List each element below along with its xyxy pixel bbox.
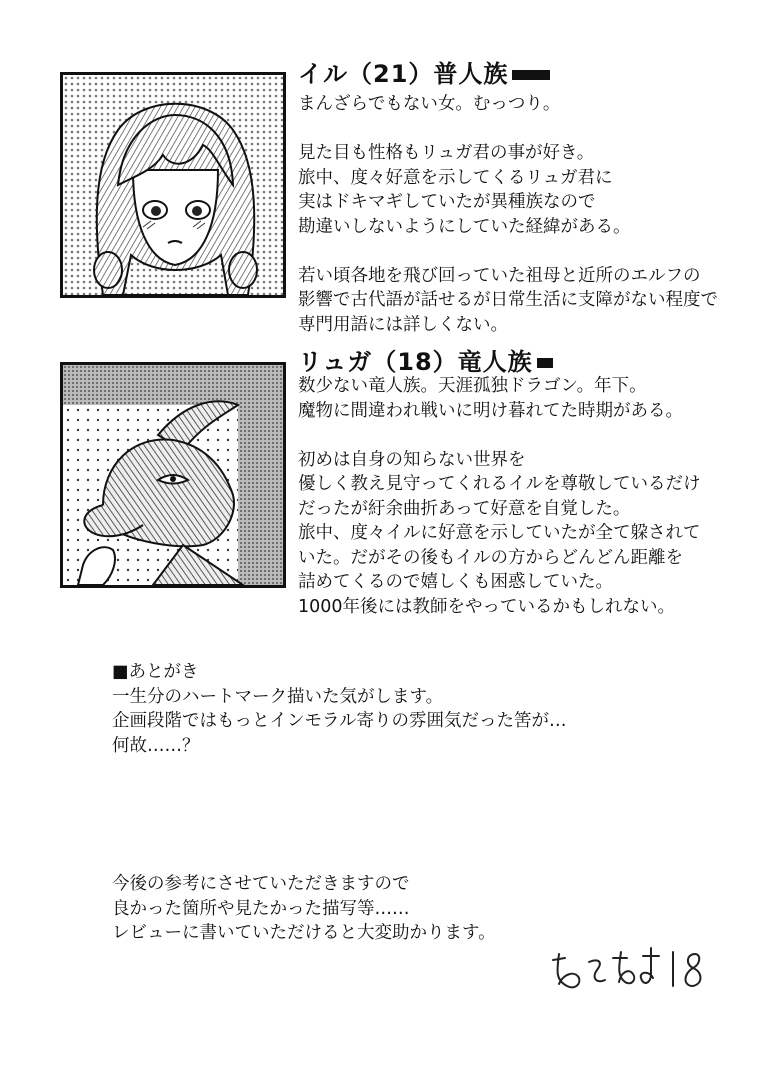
closing-line: 良かった箇所や見たかった描写等…… bbox=[112, 898, 410, 919]
iru-line: 専門用語には詳しくない。 bbox=[298, 314, 508, 335]
ryuga-illustration bbox=[63, 365, 283, 585]
ryuga-line: 魔物に間違われ戦いに明け暮れてた時期がある。 bbox=[298, 400, 683, 421]
ryuga-line: 初めは自身の知らない世界を bbox=[298, 449, 526, 470]
iru-line: 見た目も性格もリュガ君の事が好き。 bbox=[298, 143, 595, 163]
iru-illustration bbox=[63, 75, 283, 295]
ryuga-portrait bbox=[60, 362, 286, 588]
iru-heading: イル（21）普人族 bbox=[298, 60, 550, 88]
ryuga-line: 優しく教え見守ってくれるイルを尊敬しているだけ bbox=[298, 474, 701, 494]
ryuga-line: いた。だがその後もイルの方からどんどん距離を bbox=[298, 547, 683, 568]
iru-portrait bbox=[60, 72, 286, 298]
afterword-heading: ■あとがき bbox=[112, 662, 199, 682]
closing-line: 今後の参考にさせていただきますので bbox=[112, 874, 410, 894]
iru-line: 実はドキマギしていたが異種族なので bbox=[298, 192, 596, 212]
ryuga-line: 数少ない竜人族。天涯孤独ドラゴン。年下。 bbox=[298, 376, 647, 396]
iru-description bbox=[298, 92, 718, 337]
closing-line: レビューに書いていただけると大変助かります。 bbox=[112, 923, 496, 943]
afterword bbox=[112, 660, 566, 758]
iru-line: 勘違いしないようにしていた経緯がある。 bbox=[298, 216, 631, 237]
iru-line: 影響で古代語が話せるが日常生活に支障がない程度で bbox=[298, 290, 718, 310]
closing-message bbox=[112, 872, 496, 946]
ryuga-line: だったが紆余曲折あって好意を自覚した。 bbox=[298, 498, 631, 519]
ryuga-description bbox=[298, 374, 701, 619]
afterword-line: 何故……？ bbox=[112, 735, 200, 756]
iru-line: 旅中、度々好意を示してくるリュガ君に bbox=[298, 167, 613, 188]
ryuga-heading: リュガ（18）竜人族 bbox=[298, 348, 553, 376]
author-signature bbox=[545, 940, 715, 1010]
afterword-line: 一生分のハートマーク描いた気がします。 bbox=[112, 686, 444, 707]
iru-line: 若い頃各地を飛び回っていた祖母と近所のエルフの bbox=[298, 265, 701, 286]
afterword-line: 企画段階ではもっとインモラル寄りの雰囲気だった筈が… bbox=[112, 711, 567, 731]
ryuga-line: 1000年後には教師をやっているかもしれない。 bbox=[298, 596, 676, 617]
ryuga-line: 詰めてくるので嬉しくも困惑していた。 bbox=[298, 572, 613, 592]
ryuga-line: 旅中、度々イルに好意を示していたが全て躱されて bbox=[298, 523, 701, 543]
iru-line: まんざらでもない女。むっつり。 bbox=[298, 94, 561, 114]
